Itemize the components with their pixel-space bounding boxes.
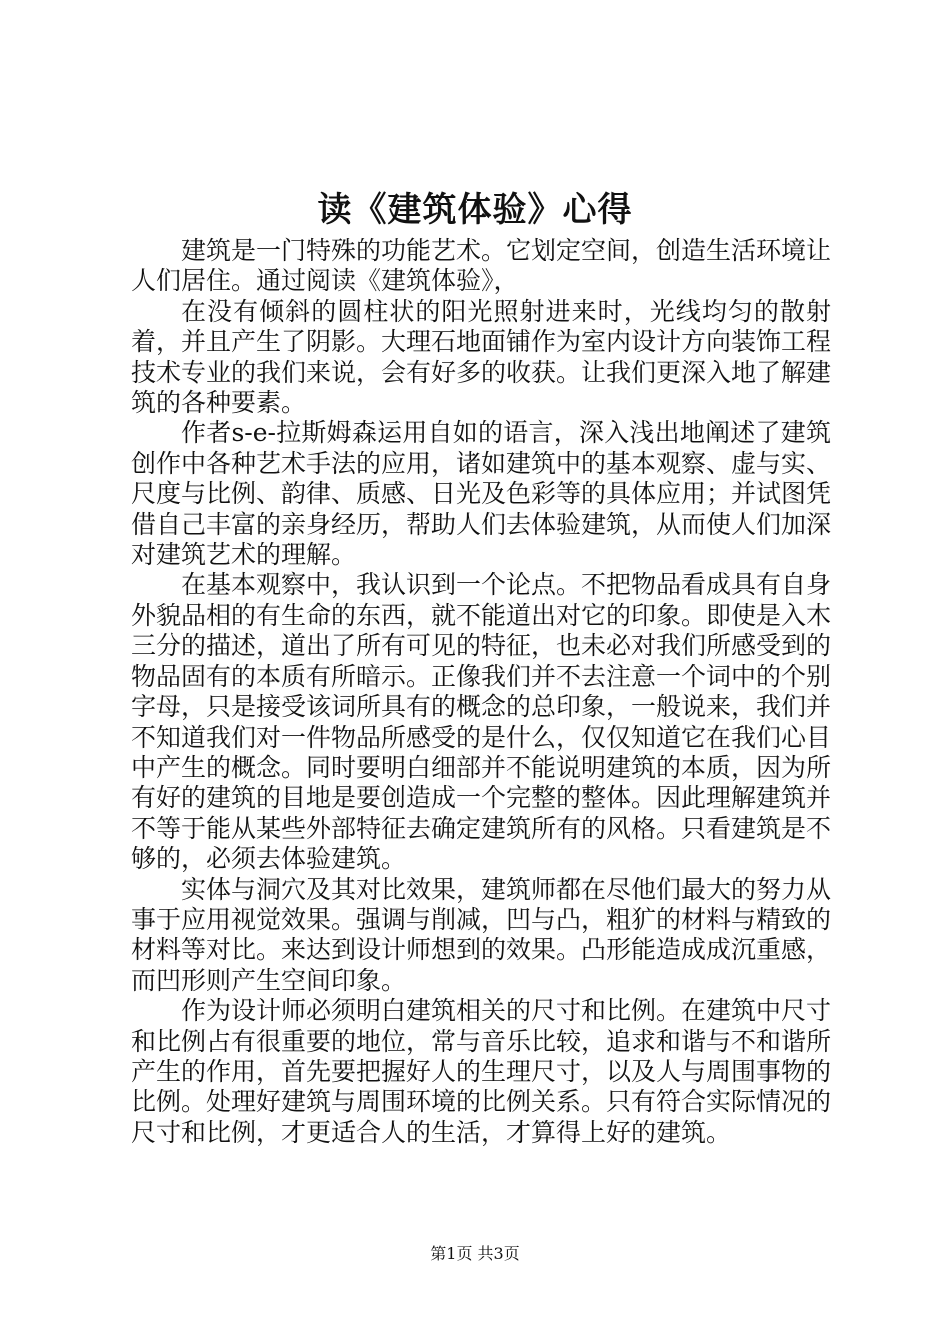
- paragraph-solid-void: 实体与洞穴及其对比效果，建筑师都在尽他们最大的努力从事于应用视觉效果。强调与削减，凹与凸，粗犷的材料与精致的材料等对比。来达到设计师想到的效果。凸形能造成成沉重感，而凹形则产生空间印象。: [131, 874, 832, 995]
- paragraph-sunlight: 在没有倾斜的圆柱状的阳光照射进来时，光线均匀的散射着，并且产生了阴影。大理石地面铺作为室内设计方向装饰工程技术专业的我们来说，会有好多的收获。让我们更深入地了解建筑的各种要素。: [131, 296, 832, 418]
- document-title: 读《建筑体验》心得: [317, 190, 633, 230]
- paragraph-observation: 在基本观察中，我认识到一个论点。不把物品看成具有自身外貌品相的有生命的东西，就不能道出对它的印象。即使是入木三分的描述，道出了所有可见的特征，也未必对我们所感受到的物品固有的本质有所暗示。正像我们并不去注意一个词中的个别字母，只是接受该词所具有的概念的总印象，一般说来，我们并不知道我们对一件物品所感受的是什么，仅仅知道它在我们心目中产生的概念。同时要明白细部并不能说明建筑的本质，因为所有好的建筑的目地是要创造成一个完整的整体。因此理解建筑并不等于能从某些外部特征去确定建筑所有的风格。只看建筑是不够的，必须去体验建筑。: [131, 570, 832, 874]
- document-body: [131, 236, 831, 1148]
- paragraph-intro: 建筑是一门特殊的功能艺术。它划定空间，创造生活环境让人们居住。通过阅读《建筑体验》，: [131, 236, 832, 296]
- page-footer: 第1页 共3页: [430, 1244, 520, 1263]
- paragraph-scale-proportion: 作为设计师必须明白建筑相关的尺寸和比例。在建筑中尺寸和比例占有很重要的地位，常与音乐比较，追求和谐与不和谐所产生的作用，首先要把握好人的生理尺寸，以及人与周围事物的比例。处理好建筑与周围环境的比例关系。只有符合实际情况的尺寸和比例，才更适合人的生活，才算得上好的建筑。: [131, 996, 832, 1147]
- paragraph-author: 作者s-e-拉斯姆森运用自如的语言，深入浅出地阐述了建筑创作中各种艺术手法的应用，诸如建筑中的基本观察、虚与实、尺度与比例、韵律、质感、日光及色彩等的具体应用；并试图凭借自己丰富的亲身经历，帮助人们去体验建筑，从而使人们加深对建筑艺术的理解。: [131, 418, 832, 570]
